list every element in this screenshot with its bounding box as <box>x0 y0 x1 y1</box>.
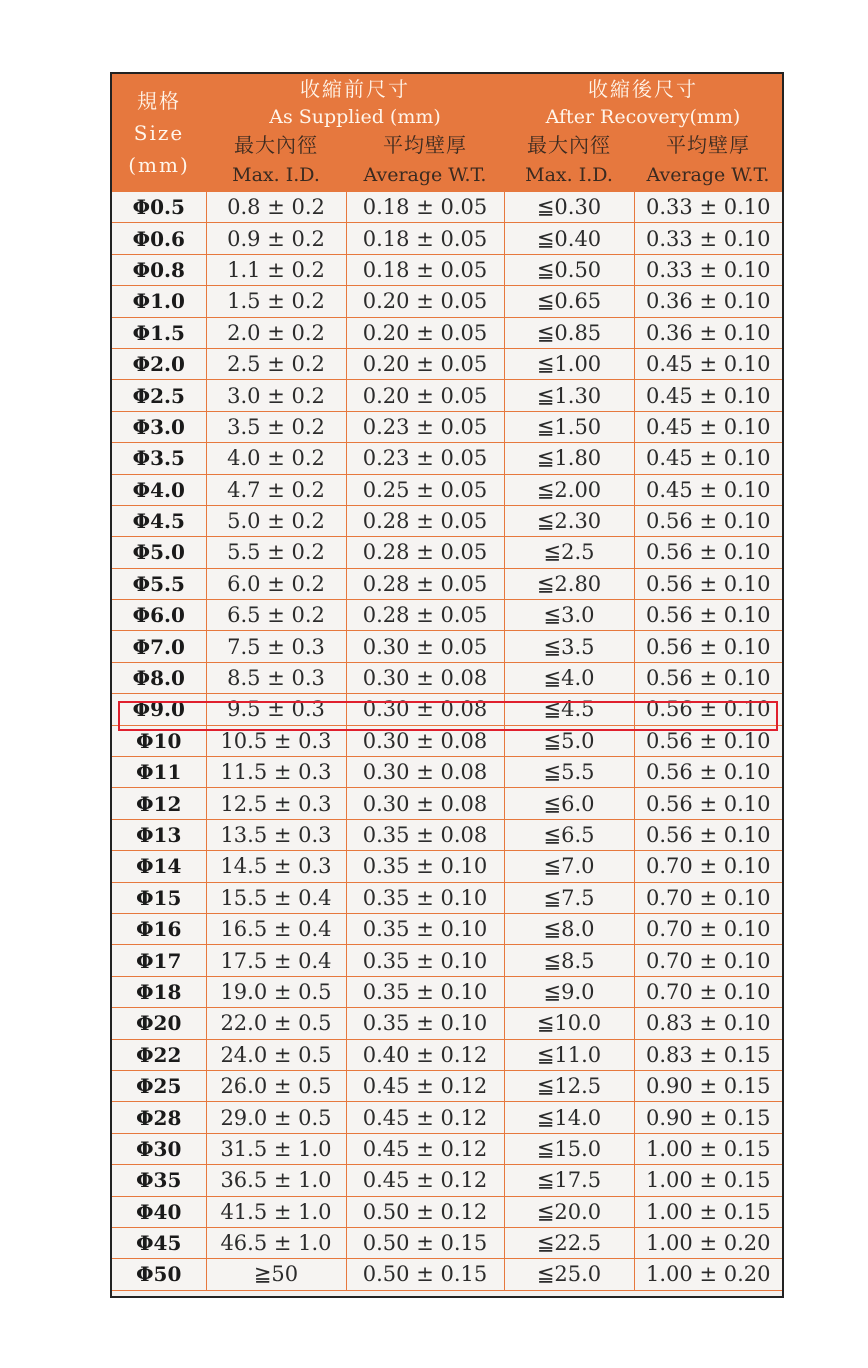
supplied-avg-wt-cell: 0.28 ± 0.05 <box>346 600 504 631</box>
supplied-max-id-cell: 9.5 ± 0.3 <box>206 694 346 725</box>
supplied-avg-wt-cell: 0.35 ± 0.10 <box>346 882 504 913</box>
recovery-avg-wt-cell: 1.00 ± 0.15 <box>634 1165 782 1196</box>
size-cell: Φ7.0 <box>112 631 206 662</box>
supplied-max-id-cell: 12.5 ± 0.3 <box>206 788 346 819</box>
table-row <box>112 474 782 505</box>
supplied-max-id-cell: 1.1 ± 0.2 <box>206 254 346 285</box>
recovery-max-id-cell: ≦1.30 <box>504 380 634 411</box>
size-cell: Φ25 <box>112 1070 206 1101</box>
supplied-avg-wt-cell: 0.35 ± 0.08 <box>346 819 504 850</box>
size-cell: Φ11 <box>112 757 206 788</box>
supplied-max-id-cell: 4.0 ± 0.2 <box>206 443 346 474</box>
recovery-max-id-cell: ≦22.5 <box>504 1227 634 1258</box>
supplied-avg-wt-cell: 0.28 ± 0.05 <box>346 568 504 599</box>
recovery-avg-wt-cell: 0.83 ± 0.15 <box>634 1039 782 1070</box>
supplied-max-id-cell: 17.5 ± 0.4 <box>206 945 346 976</box>
table-row <box>112 1165 782 1196</box>
supplied-max-id-cell: 41.5 ± 1.0 <box>206 1196 346 1227</box>
supplied-max-id-cell: 0.8 ± 0.2 <box>206 192 346 223</box>
supplied-avg-wt-cell: 0.20 ± 0.05 <box>346 317 504 348</box>
size-cell: Φ4.0 <box>112 474 206 505</box>
supplied-max-id-cell: 0.9 ± 0.2 <box>206 223 346 254</box>
table-row <box>112 757 782 788</box>
supplied-avg-wt-cell: 0.35 ± 0.10 <box>346 976 504 1007</box>
table-row <box>112 631 782 662</box>
table-row <box>112 662 782 693</box>
table-row <box>112 694 782 725</box>
recovery-avg-wt-cell: 1.00 ± 0.20 <box>634 1259 782 1290</box>
supplied-avg-wt-cell: 0.35 ± 0.10 <box>346 913 504 944</box>
supplied-avg-wt-cell: 0.18 ± 0.05 <box>346 254 504 285</box>
supplied-avg-wt-cell: 0.20 ± 0.05 <box>346 286 504 317</box>
table-row <box>112 1259 782 1290</box>
supplied-avg-wt-cell: 0.20 ± 0.05 <box>346 348 504 379</box>
supplied-max-id-cell: 13.5 ± 0.3 <box>206 819 346 850</box>
recovery-max-id-cell: ≦6.5 <box>504 819 634 850</box>
as-supplied-header-en: As Supplied (mm) <box>206 104 504 130</box>
table-body <box>112 192 782 1290</box>
supplied-max-id-cell: 3.5 ± 0.2 <box>206 411 346 442</box>
table-row <box>112 819 782 850</box>
supplied-max-id-cell: 24.0 ± 0.5 <box>206 1039 346 1070</box>
size-header-zh: 規格 <box>137 89 181 113</box>
recovery-avg-wt-cell: 0.70 ± 0.10 <box>634 851 782 882</box>
table-row <box>112 945 782 976</box>
size-cell: Φ8.0 <box>112 662 206 693</box>
table-row <box>112 913 782 944</box>
recovery-max-id-cell: ≦0.30 <box>504 192 634 223</box>
recovery-max-id-cell: ≦11.0 <box>504 1039 634 1070</box>
table-row <box>112 568 782 599</box>
spec-sheet <box>110 72 784 1298</box>
size-cell: Φ6.0 <box>112 600 206 631</box>
recovery-avg-wt-cell: 0.36 ± 0.10 <box>634 317 782 348</box>
recovery-max-id-cell: ≦1.00 <box>504 348 634 379</box>
recovery-max-id-cell: ≦15.0 <box>504 1133 634 1164</box>
supplied-avg-wt-cell: 0.45 ± 0.12 <box>346 1102 504 1133</box>
recovery-max-id-cell: ≦25.0 <box>504 1259 634 1290</box>
supplied-avg-wt-cell: 0.20 ± 0.05 <box>346 380 504 411</box>
recovery-avg-wt-cell: 0.56 ± 0.10 <box>634 600 782 631</box>
supplied-max-id-cell: 31.5 ± 1.0 <box>206 1133 346 1164</box>
recovery-avg-wt-cell: 0.83 ± 0.10 <box>634 1008 782 1039</box>
recovery-avg-wt-cell: 0.56 ± 0.10 <box>634 505 782 536</box>
table-row <box>112 1196 782 1227</box>
recovery-max-id-cell: ≦14.0 <box>504 1102 634 1133</box>
size-cell: Φ17 <box>112 945 206 976</box>
recovery-max-id-cell: ≦5.0 <box>504 725 634 756</box>
recovery-max-id-cell: ≦2.30 <box>504 505 634 536</box>
recovery-avg-wt-cell: 0.56 ± 0.10 <box>634 725 782 756</box>
size-cell: Φ50 <box>112 1259 206 1290</box>
supplied-max-id-cell: ≧50 <box>206 1259 346 1290</box>
supplied-max-id-cell: 6.5 ± 0.2 <box>206 600 346 631</box>
supplied-max-id-cell: 8.5 ± 0.3 <box>206 662 346 693</box>
size-cell: Φ30 <box>112 1133 206 1164</box>
supplied-avg-wt-cell: 0.23 ± 0.05 <box>346 411 504 442</box>
table-row <box>112 1039 782 1070</box>
supplied-max-id-cell: 2.5 ± 0.2 <box>206 348 346 379</box>
recovery-avg-wt-cell: 0.33 ± 0.10 <box>634 254 782 285</box>
supplied-max-id-cell: 11.5 ± 0.3 <box>206 757 346 788</box>
recovery-max-id-cell: ≦4.0 <box>504 662 634 693</box>
supplied-max-id-cell: 10.5 ± 0.3 <box>206 725 346 756</box>
size-cell: Φ45 <box>112 1227 206 1258</box>
recovery-avg-wt-cell: 0.45 ± 0.10 <box>634 348 782 379</box>
size-cell: Φ0.5 <box>112 192 206 223</box>
supplied-avg-wt-header-zh: 平均壁厚 <box>346 130 504 159</box>
supplied-avg-wt-cell: 0.25 ± 0.05 <box>346 474 504 505</box>
table-row <box>112 443 782 474</box>
table-row <box>112 851 782 882</box>
recovery-max-id-cell: ≦3.5 <box>504 631 634 662</box>
recovery-max-id-cell: ≦0.85 <box>504 317 634 348</box>
recovery-max-id-cell: ≦2.80 <box>504 568 634 599</box>
size-cell: Φ0.8 <box>112 254 206 285</box>
size-cell: Φ3.5 <box>112 443 206 474</box>
recovery-avg-wt-cell: 0.90 ± 0.15 <box>634 1070 782 1101</box>
recovery-avg-wt-cell: 0.70 ± 0.10 <box>634 913 782 944</box>
supplied-avg-wt-cell: 0.30 ± 0.08 <box>346 662 504 693</box>
recovery-avg-wt-cell: 0.33 ± 0.10 <box>634 223 782 254</box>
recovery-max-id-cell: ≦5.5 <box>504 757 634 788</box>
size-cell: Φ18 <box>112 976 206 1007</box>
after-recovery-header-en: After Recovery(mm) <box>504 104 782 130</box>
recovery-avg-wt-cell: 1.00 ± 0.15 <box>634 1133 782 1164</box>
size-cell: Φ12 <box>112 788 206 819</box>
table-row <box>112 1133 782 1164</box>
supplied-avg-wt-cell: 0.28 ± 0.05 <box>346 505 504 536</box>
supplied-max-id-cell: 46.5 ± 1.0 <box>206 1227 346 1258</box>
supplied-avg-wt-cell: 0.23 ± 0.05 <box>346 443 504 474</box>
recovery-avg-wt-cell: 1.00 ± 0.15 <box>634 1196 782 1227</box>
table-row <box>112 725 782 756</box>
recovery-max-id-header-zh: 最大內徑 <box>504 130 634 159</box>
recovery-max-id-cell: ≦1.80 <box>504 443 634 474</box>
supplied-max-id-cell: 5.0 ± 0.2 <box>206 505 346 536</box>
recovery-avg-wt-cell: 0.56 ± 0.10 <box>634 662 782 693</box>
recovery-avg-wt-header-zh: 平均壁厚 <box>634 130 782 159</box>
recovery-max-id-cell: ≦0.40 <box>504 223 634 254</box>
size-cell: Φ3.0 <box>112 411 206 442</box>
recovery-avg-wt-cell: 0.56 ± 0.10 <box>634 631 782 662</box>
recovery-avg-wt-cell: 0.33 ± 0.10 <box>634 192 782 223</box>
supplied-avg-wt-header-en: Average W.T. <box>346 159 504 192</box>
supplied-max-id-cell: 1.5 ± 0.2 <box>206 286 346 317</box>
supplied-max-id-cell: 3.0 ± 0.2 <box>206 380 346 411</box>
table-row <box>112 1008 782 1039</box>
table-row <box>112 1227 782 1258</box>
supplied-avg-wt-cell: 0.30 ± 0.08 <box>346 788 504 819</box>
supplied-avg-wt-cell: 0.50 ± 0.15 <box>346 1259 504 1290</box>
supplied-max-id-cell: 15.5 ± 0.4 <box>206 882 346 913</box>
recovery-max-id-cell: ≦8.5 <box>504 945 634 976</box>
recovery-avg-wt-cell: 0.56 ± 0.10 <box>634 568 782 599</box>
size-cell: Φ20 <box>112 1008 206 1039</box>
supplied-avg-wt-cell: 0.18 ± 0.05 <box>346 223 504 254</box>
supplied-avg-wt-cell: 0.30 ± 0.08 <box>346 725 504 756</box>
recovery-avg-wt-cell: 0.36 ± 0.10 <box>634 286 782 317</box>
supplied-max-id-cell: 36.5 ± 1.0 <box>206 1165 346 1196</box>
size-cell: Φ9.0 <box>112 694 206 725</box>
table-header <box>112 74 782 192</box>
size-cell: Φ35 <box>112 1165 206 1196</box>
supplied-max-id-cell: 4.7 ± 0.2 <box>206 474 346 505</box>
supplied-avg-wt-cell: 0.45 ± 0.12 <box>346 1165 504 1196</box>
after-recovery-header-zh: 收縮後尺寸 <box>504 74 782 104</box>
table-row <box>112 600 782 631</box>
recovery-max-id-cell: ≦7.5 <box>504 882 634 913</box>
recovery-max-id-cell: ≦4.5 <box>504 694 634 725</box>
recovery-max-id-cell: ≦10.0 <box>504 1008 634 1039</box>
supplied-avg-wt-cell: 0.35 ± 0.10 <box>346 945 504 976</box>
size-cell: Φ4.5 <box>112 505 206 536</box>
recovery-avg-wt-cell: 0.70 ± 0.10 <box>634 882 782 913</box>
recovery-avg-wt-cell: 0.56 ± 0.10 <box>634 537 782 568</box>
supplied-avg-wt-cell: 0.18 ± 0.05 <box>346 192 504 223</box>
recovery-max-id-header-en: Max. I.D. <box>504 159 634 192</box>
table-row <box>112 1070 782 1101</box>
as-supplied-header-zh: 收縮前尺寸 <box>206 74 504 104</box>
recovery-max-id-cell: ≦3.0 <box>504 600 634 631</box>
recovery-avg-wt-cell: 0.90 ± 0.15 <box>634 1102 782 1133</box>
table-row <box>112 976 782 1007</box>
recovery-max-id-cell: ≦0.50 <box>504 254 634 285</box>
table-row <box>112 882 782 913</box>
supplied-max-id-cell: 5.5 ± 0.2 <box>206 537 346 568</box>
size-header-en: Size <box>133 121 185 145</box>
supplied-avg-wt-cell: 0.45 ± 0.12 <box>346 1133 504 1164</box>
recovery-max-id-cell: ≦8.0 <box>504 913 634 944</box>
supplied-max-id-cell: 22.0 ± 0.5 <box>206 1008 346 1039</box>
supplied-max-id-cell: 14.5 ± 0.3 <box>206 851 346 882</box>
recovery-avg-wt-cell: 0.56 ± 0.10 <box>634 757 782 788</box>
recovery-max-id-cell: ≦7.0 <box>504 851 634 882</box>
supplied-max-id-cell: 7.5 ± 0.3 <box>206 631 346 662</box>
recovery-avg-wt-header-en: Average W.T. <box>634 159 782 192</box>
size-cell: Φ1.0 <box>112 286 206 317</box>
recovery-max-id-cell: ≦12.5 <box>504 1070 634 1101</box>
supplied-avg-wt-cell: 0.28 ± 0.05 <box>346 537 504 568</box>
size-cell: Φ13 <box>112 819 206 850</box>
recovery-max-id-cell: ≦6.0 <box>504 788 634 819</box>
supplied-max-id-cell: 6.0 ± 0.2 <box>206 568 346 599</box>
size-cell: Φ0.6 <box>112 223 206 254</box>
supplied-max-id-cell: 2.0 ± 0.2 <box>206 317 346 348</box>
supplied-avg-wt-cell: 0.30 ± 0.05 <box>346 631 504 662</box>
recovery-avg-wt-cell: 0.45 ± 0.10 <box>634 380 782 411</box>
size-cell: Φ14 <box>112 851 206 882</box>
recovery-max-id-cell: ≦9.0 <box>504 976 634 1007</box>
size-cell: Φ40 <box>112 1196 206 1227</box>
size-column-header <box>112 74 206 192</box>
size-cell: Φ2.0 <box>112 348 206 379</box>
supplied-avg-wt-cell: 0.40 ± 0.12 <box>346 1039 504 1070</box>
recovery-avg-wt-cell: 0.56 ± 0.10 <box>634 694 782 725</box>
supplied-avg-wt-cell: 0.35 ± 0.10 <box>346 851 504 882</box>
supplied-max-id-header-en: Max. I.D. <box>206 159 346 192</box>
spec-table <box>112 74 782 1291</box>
supplied-max-id-cell: 19.0 ± 0.5 <box>206 976 346 1007</box>
table-row <box>112 348 782 379</box>
recovery-avg-wt-cell: 0.70 ± 0.10 <box>634 976 782 1007</box>
size-cell: Φ22 <box>112 1039 206 1070</box>
recovery-max-id-cell: ≦2.00 <box>504 474 634 505</box>
supplied-avg-wt-cell: 0.30 ± 0.08 <box>346 694 504 725</box>
recovery-avg-wt-cell: 0.70 ± 0.10 <box>634 945 782 976</box>
recovery-avg-wt-cell: 1.00 ± 0.20 <box>634 1227 782 1258</box>
recovery-max-id-cell: ≦1.50 <box>504 411 634 442</box>
size-cell: Φ28 <box>112 1102 206 1133</box>
table-row <box>112 505 782 536</box>
table-row <box>112 317 782 348</box>
table-row <box>112 192 782 223</box>
size-cell: Φ2.5 <box>112 380 206 411</box>
supplied-max-id-header-zh: 最大內徑 <box>206 130 346 159</box>
size-header-unit: (mm) <box>128 153 190 177</box>
size-cell: Φ5.0 <box>112 537 206 568</box>
recovery-avg-wt-cell: 0.45 ± 0.10 <box>634 411 782 442</box>
size-cell: Φ1.5 <box>112 317 206 348</box>
supplied-avg-wt-cell: 0.35 ± 0.10 <box>346 1008 504 1039</box>
recovery-avg-wt-cell: 0.45 ± 0.10 <box>634 443 782 474</box>
size-cell: Φ10 <box>112 725 206 756</box>
recovery-max-id-cell: ≦20.0 <box>504 1196 634 1227</box>
table-row <box>112 254 782 285</box>
supplied-avg-wt-cell: 0.50 ± 0.15 <box>346 1227 504 1258</box>
recovery-max-id-cell: ≦0.65 <box>504 286 634 317</box>
table-row <box>112 788 782 819</box>
supplied-avg-wt-cell: 0.45 ± 0.12 <box>346 1070 504 1101</box>
table-row <box>112 537 782 568</box>
table-row <box>112 223 782 254</box>
supplied-max-id-cell: 26.0 ± 0.5 <box>206 1070 346 1101</box>
size-cell: Φ16 <box>112 913 206 944</box>
supplied-max-id-cell: 16.5 ± 0.4 <box>206 913 346 944</box>
table-row <box>112 1102 782 1133</box>
table-row <box>112 380 782 411</box>
size-cell: Φ15 <box>112 882 206 913</box>
supplied-max-id-cell: 29.0 ± 0.5 <box>206 1102 346 1133</box>
recovery-avg-wt-cell: 0.45 ± 0.10 <box>634 474 782 505</box>
table-row <box>112 286 782 317</box>
size-cell: Φ5.5 <box>112 568 206 599</box>
recovery-avg-wt-cell: 0.56 ± 0.10 <box>634 819 782 850</box>
recovery-max-id-cell: ≦17.5 <box>504 1165 634 1196</box>
supplied-avg-wt-cell: 0.50 ± 0.12 <box>346 1196 504 1227</box>
supplied-avg-wt-cell: 0.30 ± 0.08 <box>346 757 504 788</box>
recovery-max-id-cell: ≦2.5 <box>504 537 634 568</box>
recovery-avg-wt-cell: 0.56 ± 0.10 <box>634 788 782 819</box>
table-row <box>112 411 782 442</box>
